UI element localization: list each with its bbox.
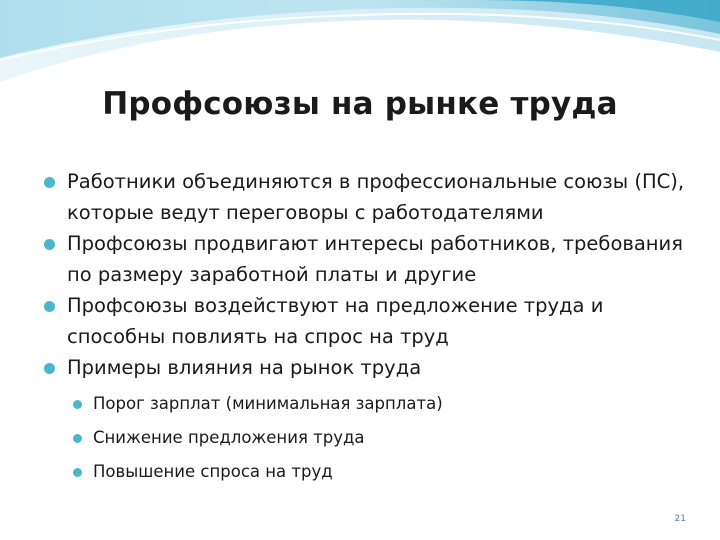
bullet-item [44, 166, 704, 228]
sub-bullet-list [73, 387, 704, 489]
sub-bullet-dot-icon [73, 400, 82, 409]
slide-title: Профсоюзы на рынке труда [102, 86, 618, 122]
sub-bullet-dot-icon [73, 468, 82, 477]
bullet-item [44, 352, 704, 489]
sub-bullet-item [73, 387, 704, 421]
page-number: 21 [674, 514, 686, 524]
bullet-dot-icon [44, 177, 55, 188]
sub-bullet-dot-icon [73, 434, 82, 443]
slide-content [44, 166, 704, 489]
sub-bullet-text: Повышение спроса на труд [93, 462, 333, 481]
bullet-list [44, 166, 704, 489]
bullet-text: Работники объединяются в профессиональные союзы (ПС), которые ведут переговоры с работодателями [67, 170, 685, 224]
bullet-dot-icon [44, 239, 55, 250]
header-wave-decoration [0, 0, 720, 90]
bullet-dot-icon [44, 363, 55, 374]
sub-bullet-item [73, 421, 704, 455]
bullet-text: Профсоюзы воздействуют на предложение труда и способны повлиять на спрос на труд [67, 294, 604, 348]
sub-bullet-text: Порог зарплат (минимальная зарплата) [93, 394, 443, 413]
bullet-dot-icon [44, 301, 55, 312]
bullet-text: Профсоюзы продвигают интересы работников, требования по размеру заработной платы и другие [67, 232, 683, 286]
sub-bullet-text: Снижение предложения труда [93, 428, 365, 447]
sub-bullet-item [73, 455, 704, 489]
bullet-text: Примеры влияния на рынок труда [67, 356, 422, 379]
bullet-item [44, 228, 704, 290]
bullet-item [44, 290, 704, 352]
